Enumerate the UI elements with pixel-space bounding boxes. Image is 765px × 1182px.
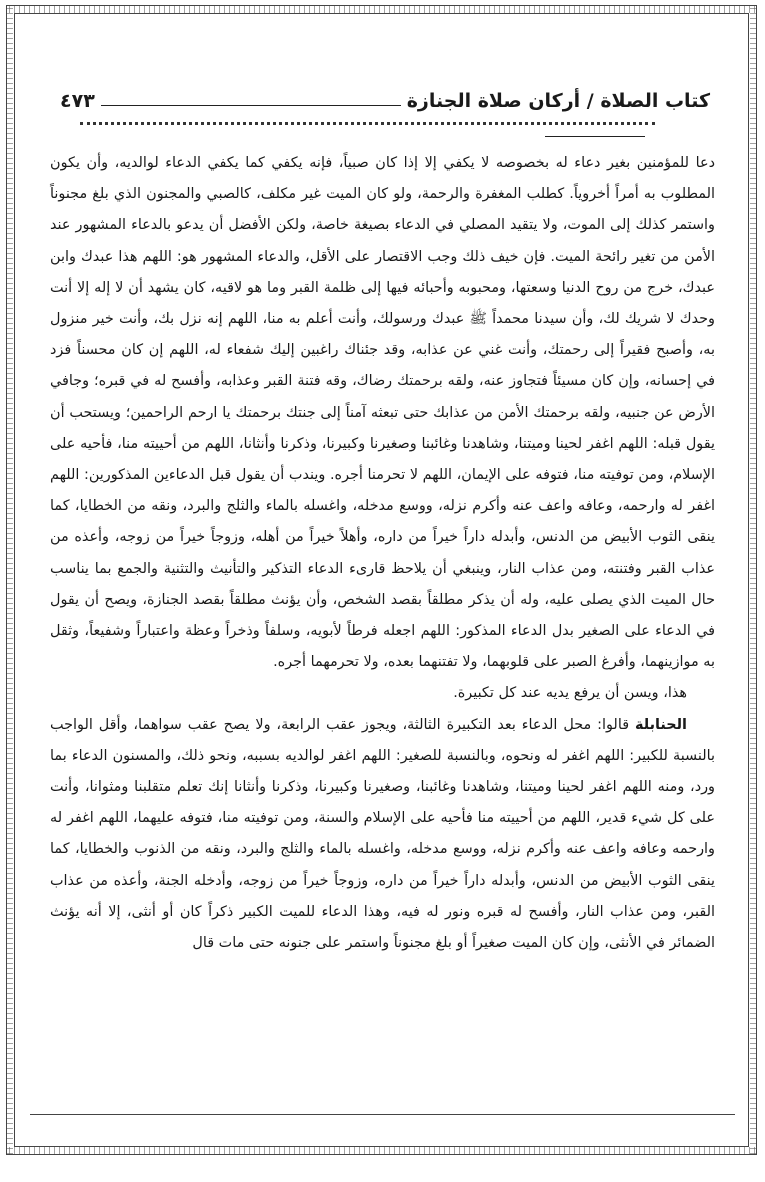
paragraph-1: دعا للمؤمنين بغير دعاء له بخصوصه لا يكفي إلا إذا كان صبياً، فإنه يكفي كما يكفي الدعاء لوالديه، وأن يكون المطلوب به أمراً أخروياً. كطلب المغفرة والرحمة، ولو كان الميت غير مكلف، كالصبي والمجنون الذي بلغ مجنوناً واستمر كذلك إلى الموت، ولا يتقيد المصلي في الدعاء بصيغة خاصة، ولكن الأفضل أن يدعو بالدعاء المشهور عند الأمن من تغير رائحة الميت. فإن خيف ذلك وجب الاقتصار على الأقل، والدعاء المشهور هو: اللهم هذا عبدك وابن عبدك، خرج من روح الدنيا وسعتها، ومحبوبه وأحبائه فيها إلى ظلمة القبر وما هو لاقيه، كان يشهد أن لا إله إلا أنت وحدك لا شريك لك، وأن سيدنا محمداً ﷺ عبدك ورسولك، وأنت أعلم به منا، اللهم إنه نزل بك، وأنت خير منزول به، وأصبح فقيراً إلى رحمتك، وأنت غني عن عذابه، وقد جئناك راغبين إليك شفعاء له، اللهم إن كان محسناً فزد في إحسانه، وإن كان مسيئاً فتجاوز عنه، ولقه برحمتك رضاك، وقه فتنة القبر وعذابه، وأفسح له في قبره؛ وجافي الأرض عن جنبيه، ولقه برحمتك الأمن من عذابك حتى تبعثه آمناً إلى جنتك برحمتك يا ارحم الراحمين؛ ويستحب أن يقول قبله: اللهم اغفر لحينا وميتنا، وشاهدنا وغائبنا وصغيرنا وكبيرنا، وذكرنا وأنثانا، اللهم من أحييته منا، فأحيه على الإسلام، ومن توفيته منا، فتوفه على الإيمان، اللهم لا تحرمنا أجره. ويندب أن يقول قبل الدعاءين المذكورين: اللهم اغفر له وارحمه، وعافه واعف عنه وأكرم نزله، ووسع مدخله، واغسله بالماء والثلج والبرد، ونقه من الخطايا، كما ينقى الثوب الأبيض من الدنس، وأبدله داراً خيراً من داره، وأهلاً خيراً من أهله، وزوجاً خيراً من زوجه، وأعذه من عذاب القبر وفتنته، ومن عذاب النار، وينبغي أن يلاحظ قارىء الدعاء التذكير والتأنيث والتثنية والجمع بما يناسب حال الميت الذي يصلى عليه، وله أن يذكر مطلقاً بقصد الشخص، وأن يؤنث مطلقاً بقصد الجنازة، ويصح أن يقول في الدعاء على الصغير بدل الدعاء المذكور: اللهم اجعله فرطاً لأبويه، وسلفاً وذخراً وعظة واعتباراً وشفيعاً، وثقل به موازينهما، وأفرغ الصبر على قلوبهما، ولا تفتنهما بعده، ولا تحرمهما أجره. <box>50 155 715 671</box>
paragraph-3 <box>50 710 715 960</box>
paragraph-2: هذا، ويسن أن يرفع يديه عند كل تكبيرة. <box>453 685 687 702</box>
bottom-rule <box>30 1114 735 1115</box>
paragraph-3-text: قالوا: محل الدعاء بعد التكبيرة الثالثة، ويجوز عقب الرابعة، ولا يصح عقب سواهما، وأقل الواجب بالنسبة للكبير: اللهم اغفر له ونحوه، وبالنسبة للصغير: اللهم اغفر لوالديه بسببه، ونحو ذلك، والمسنون الدعاء بما ورد، ومنه اللهم اغفر لحينا وميتنا، وشاهدنا وغائبنا، وصغيرنا وكبيرنا، وذكرنا وأنثانا إنك تعلم متقلبنا ومثوانا، وأنت على كل شيء قدير، اللهم من أحييته منا فأحيه على الإسلام والسنة، ومن توفيته منا، فتوفه عليهما، اللهم اغفر له وارحمه وعافه واعف عنه وأكرم نزله، ووسع مدخله، واغسله بالماء والثلج والبرد، ونقه من الذنوب والخطايا، كما ينقى الثوب الأبيض من الدنس، وأبدله داراً خيراً من داره، وزوجاً خيراً من زوجه، وأدخله الجنة، وأعذه من عذاب القبر، ومن عذاب النار، وأفسح له قبره ونور له فيه، وهذا الدعاء للميت الكبير ذكراً كان أو أنثى، إلا أنه يؤنث الضمائر في الأنثى، وإن كان الميت صغيراً أو بلغ مجنوناً واستمر على جنونه حتى مات قال <box>50 716 715 952</box>
page-header <box>60 80 710 112</box>
dotted-separator <box>80 122 655 125</box>
school-name: الحنابلة <box>635 716 687 733</box>
running-title: كتاب الصلاة / أركان صلاة الجنازة <box>406 90 710 112</box>
page-number: ٤٧٣ <box>60 90 95 112</box>
main-text <box>50 148 715 959</box>
footnote-separator <box>545 136 645 137</box>
header-rule <box>101 105 401 106</box>
